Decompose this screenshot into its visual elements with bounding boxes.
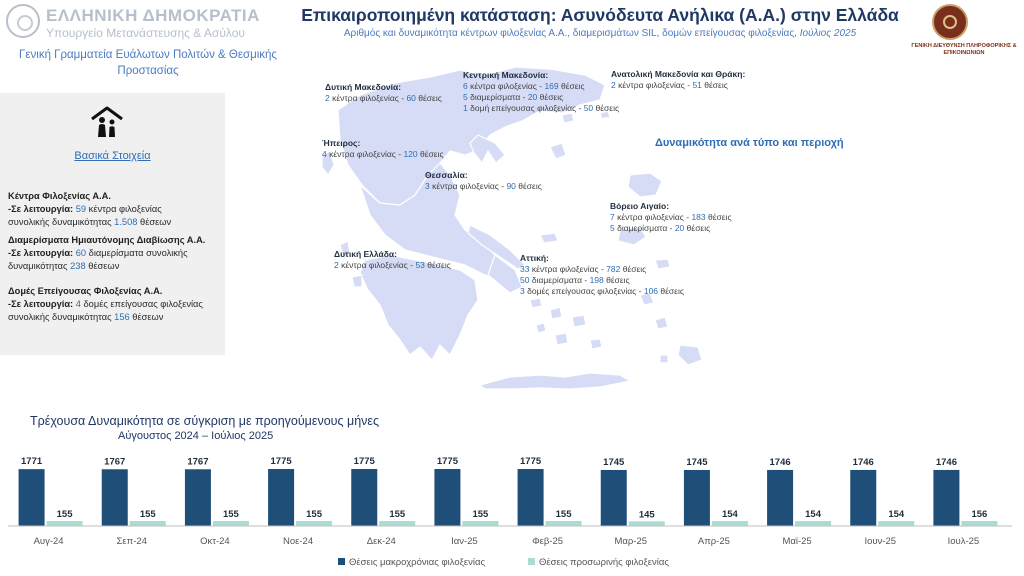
data-label-temporary: 154	[805, 509, 822, 521]
centers-unit: θέσεων	[140, 217, 172, 227]
region-name: Ανατολική Μακεδονία και Θράκη:	[611, 69, 746, 79]
section-centers	[8, 190, 223, 229]
apartments-count: 60	[75, 248, 87, 258]
bar-long-term	[601, 470, 627, 526]
secretariat-name: Γενική Γραμματεία Ευάλωτων Πολιτών & Θεσμικής Προστασίας	[19, 49, 277, 77]
region-line: 4 κέντρα φιλοξενίας - 120 θέσεις	[322, 149, 444, 159]
region-unit: θέσεις	[622, 264, 647, 274]
section-emergency-label: -Σε λειτουργία:	[8, 299, 74, 309]
data-label-temporary: 155	[56, 509, 73, 521]
data-label-long-term: 1746	[852, 456, 874, 468]
region-type: κέντρα φιλοξενίας	[341, 260, 408, 270]
region-capacity: 20	[527, 92, 538, 102]
data-label-temporary: 145	[638, 509, 655, 521]
page-subtitle	[290, 28, 910, 39]
bar-long-term	[19, 469, 45, 526]
bar-temporary	[795, 521, 831, 526]
subtitle-text: Αριθμός και δυναμικότητα κέντρων φιλοξενίας Α.Α., διαμερισμάτων SIL, δομών επείγουσας φιλοξενίας,	[343, 28, 797, 39]
region-type: κέντρα φιλοξενίας	[618, 80, 685, 90]
region-count: 50	[520, 275, 530, 285]
region-name: Θεσσαλία:	[425, 170, 468, 180]
data-label-temporary: 155	[555, 509, 572, 521]
bar-temporary	[47, 521, 83, 526]
x-tick-label: Φεβ-25	[532, 536, 564, 547]
data-label-temporary: 155	[306, 509, 323, 521]
data-label-long-term: 1775	[520, 456, 542, 468]
region-type: διαμερίσματα	[470, 92, 521, 102]
legend-label-long-term: Θέσεις μακροχρόνιας φιλοξενίας	[349, 557, 486, 568]
region-unit: θέσεις	[539, 92, 564, 102]
region-capacity: 90	[506, 181, 516, 191]
emergency-mid: δομές επείγουσας φιλοξενίας	[83, 299, 203, 309]
region-name: Ήπειρος:	[322, 138, 361, 148]
emergency-capacity: 156	[114, 312, 130, 322]
x-tick-label: Μαϊ-25	[782, 536, 812, 547]
region-capacity: 169	[544, 81, 559, 91]
region-capacity: 51	[692, 80, 702, 90]
region-name: Αττική:	[520, 253, 549, 263]
centers-count: 59	[75, 204, 87, 214]
region-capacity: 50	[583, 103, 594, 113]
page-title: Επικαιροποιημένη κατάσταση: Ασυνόδευτα Ανήλικα (Α.Α.) στην Ελλάδα	[301, 5, 899, 25]
region-count: 3	[425, 181, 430, 191]
region-line: 2 κέντρα φιλοξενίας - 53 θέσεις	[334, 260, 451, 270]
bar-temporary	[878, 521, 914, 526]
region-line: 6 κέντρα φιλοξενίας - 169 θέσεις	[463, 81, 585, 91]
chart-title: Τρέχουσα Δυναμικότητα σε σύγκριση με προηγούμενους μήνες	[30, 414, 379, 428]
region-line: 1 δομή επείγουσας φιλοξενίας - 50 θέσεις	[463, 103, 620, 113]
data-label-temporary: 154	[721, 509, 738, 521]
region-name: Δυτική Μακεδονία:	[325, 82, 402, 92]
bar-long-term	[268, 469, 294, 526]
apartments-unit: θέσεων	[88, 261, 120, 271]
region-count: 1	[463, 103, 468, 113]
region-unit: θέσεις	[595, 103, 620, 113]
basics-heading: Βασικά Στοιχεία	[74, 150, 151, 162]
apartments-mid: διαμερίσματα συνολικής	[88, 248, 188, 258]
region-count: 2	[334, 260, 339, 270]
region-count: 6	[463, 81, 468, 91]
section-centers-title: Κέντρα Φιλοξενίας Α.Α.	[8, 191, 111, 201]
region-label	[334, 249, 451, 271]
region-label	[611, 69, 745, 91]
region-unit: θέσεις	[420, 149, 444, 159]
x-tick-label: Απρ-25	[697, 536, 730, 547]
region-line: 2 κέντρα φιλοξενίας - 60 θέσεις	[325, 93, 442, 103]
bar-temporary	[379, 521, 415, 526]
region-count: 7	[610, 212, 615, 222]
emergency-count: 4	[75, 299, 81, 309]
x-tick-label: Ιουλ-25	[947, 536, 980, 547]
centers-pre: συνολικής δυναμικότητας	[8, 217, 112, 227]
bar-long-term	[102, 469, 128, 526]
apartments-pre: δυναμικότητας	[8, 261, 68, 271]
data-label-long-term: 1767	[104, 456, 126, 468]
region-label	[520, 253, 684, 297]
section-apartments-label: -Σε λειτουργία:	[8, 248, 74, 258]
bar-temporary	[462, 521, 498, 526]
section-apartments	[8, 234, 223, 273]
x-tick-label: Μαρ-25	[614, 536, 648, 547]
x-tick-label: Οκτ-24	[200, 536, 230, 547]
family-house-icon	[90, 105, 124, 139]
region-count: 33	[520, 264, 530, 274]
region-label	[425, 170, 542, 192]
region-unit: θέσεις	[518, 181, 542, 191]
region-line: 3 δομές επείγουσας φιλοξενίας - 106 θέσεις	[520, 286, 684, 296]
chart-subtitle: Αύγουστος 2024 – Ιούλιος 2025	[118, 430, 274, 442]
data-label-long-term: 1775	[270, 456, 292, 468]
region-count: 4	[322, 149, 327, 159]
region-line: 3 κέντρα φιλοξενίας - 90 θέσεις	[425, 181, 542, 191]
region-type: κέντρα φιλοξενίας	[432, 181, 499, 191]
bar-temporary	[961, 521, 997, 526]
data-label-temporary: 156	[971, 508, 988, 520]
region-line: 5 διαμερίσματα - 20 θέσεις	[463, 92, 564, 102]
data-label-temporary: 155	[222, 509, 239, 521]
region-unit: θέσεις	[606, 275, 630, 285]
region-type: διαμερίσματα	[531, 275, 582, 285]
bar-temporary	[296, 521, 332, 526]
region-unit: θέσεις	[660, 286, 684, 296]
data-label-long-term: 1745	[603, 456, 625, 468]
region-label	[322, 138, 444, 160]
region-unit: θέσεις	[686, 223, 711, 233]
emergency-unit: θέσεων	[132, 312, 164, 322]
section-emergency	[8, 285, 223, 324]
bar-long-term	[767, 470, 793, 526]
region-type: κέντρα φιλοξενίας	[617, 212, 684, 222]
region-name: Κεντρική Μακεδονία:	[463, 70, 549, 80]
region-type: κέντρα φιλοξενίας	[332, 93, 399, 103]
x-tick-label: Ιαν-25	[451, 536, 478, 547]
region-capacity: 20	[674, 223, 685, 233]
data-label-long-term: 1775	[436, 456, 458, 468]
region-capacity: 60	[406, 93, 416, 103]
region-type: δομή επείγουσας φιλοξενίας	[470, 103, 577, 113]
data-label-temporary: 155	[139, 509, 156, 521]
region-line: 2 κέντρα φιλοξενίας - 51 θέσεις	[611, 80, 728, 90]
region-unit: θέσεις	[427, 260, 451, 270]
bar-long-term	[850, 470, 876, 526]
data-label-long-term: 1767	[187, 456, 209, 468]
bar-long-term	[518, 469, 544, 526]
data-label-temporary: 154	[888, 509, 905, 521]
legend-swatch-long-term	[338, 558, 345, 565]
legend-swatch-temporary	[528, 558, 535, 565]
region-capacity: 183	[691, 212, 706, 222]
region-capacity: 120	[403, 149, 418, 159]
region-label	[325, 82, 442, 104]
region-count: 3	[520, 286, 525, 296]
apartments-capacity: 238	[70, 261, 86, 271]
bar-temporary	[130, 521, 166, 526]
region-name: Βόρειο Αιγαίο:	[610, 201, 670, 211]
x-tick-label: Ιουν-25	[864, 536, 897, 547]
bar-long-term	[185, 469, 211, 526]
region-type: κέντρα φιλοξενίας	[329, 149, 396, 159]
centers-mid: κέντρα φιλοξενίας	[88, 204, 162, 214]
data-label-long-term: 1746	[935, 456, 957, 468]
x-tick-label: Δεκ-24	[366, 536, 396, 547]
region-capacity: 782	[606, 264, 621, 274]
region-capacity: 53	[415, 260, 425, 270]
region-count: 2	[325, 93, 330, 103]
bar-long-term	[933, 470, 959, 526]
data-label-temporary: 155	[389, 509, 406, 521]
region-type: κέντρα φιλοξενίας	[470, 81, 537, 91]
data-label-temporary: 155	[472, 509, 489, 521]
directorate-logo-icon	[932, 4, 968, 40]
x-tick-label: Αυγ-24	[33, 536, 64, 547]
region-count: 5	[463, 92, 468, 102]
region-capacity: 106	[643, 286, 659, 296]
bar-long-term	[434, 469, 460, 526]
section-centers-label: -Σε λειτουργία:	[8, 204, 74, 214]
region-name: Δυτική Ελλάδα:	[334, 249, 397, 259]
region-type: κέντρα φιλοξενίας	[531, 264, 599, 274]
region-unit: θέσεις	[708, 212, 732, 222]
ministry-subtitle: Υπουργείο Μετανάστευσης & Ασύλου	[46, 26, 245, 40]
data-label-long-term: 1746	[769, 456, 791, 468]
bar-temporary	[213, 521, 249, 526]
bar-long-term	[684, 470, 710, 526]
region-label	[610, 201, 732, 234]
directorate-logo-text: ΓΕΝΙΚΗ ΔΙΕΥΘΥΝΣΗ ΠΛΗΡΟΦΟΡΙΚΗΣ & ΕΠΙΚΟΙΝΩΝΙΩΝ	[911, 43, 1017, 56]
region-line: 33 κέντρα φιλοξενίας - 782 θέσεις	[520, 264, 647, 274]
region-label	[463, 70, 619, 114]
map-heading: Δυναμικότητα ανά τύπο και περιοχή	[655, 137, 844, 149]
section-apartments-title: Διαμερίσματα Ημιαυτόνομης Διαβίωσης Α.Α.	[8, 235, 206, 245]
emergency-pre: συνολικής δυναμικότητας	[8, 312, 112, 322]
bar-long-term	[351, 469, 377, 526]
region-line: 7 κέντρα φιλοξενίας - 183 θέσεις	[610, 212, 732, 222]
centers-capacity: 1.508	[114, 217, 138, 227]
region-line: 5 διαμερίσματα - 20 θέσεις	[610, 223, 711, 233]
region-type: δομές επείγουσας φιλοξενίας	[527, 286, 637, 296]
bar-temporary	[629, 521, 665, 526]
section-emergency-title: Δομές Επείγουσας Φιλοξενίας Α.Α.	[8, 286, 163, 296]
subtitle-date: Ιούλιος 2025	[799, 28, 857, 39]
region-unit: θέσεις	[561, 81, 585, 91]
region-unit: θέσεις	[418, 93, 442, 103]
ministry-title: ΕΛΛΗΝΙΚΗ ΔΗΜΟΚΡΑΤΙΑ	[46, 6, 260, 25]
data-label-long-term: 1775	[353, 456, 375, 468]
region-count: 2	[611, 80, 616, 90]
bar-temporary	[546, 521, 582, 526]
region-capacity: 198	[589, 275, 604, 285]
region-line: 50 διαμερίσματα - 198 θέσεις	[520, 275, 630, 285]
data-label-long-term: 1771	[21, 456, 43, 468]
legend-label-temporary: Θέσεις προσωρινής φιλοξενίας	[539, 557, 669, 568]
region-type: διαμερίσματα	[617, 223, 668, 233]
region-count: 5	[610, 223, 615, 233]
x-tick-label: Νοε-24	[283, 536, 314, 547]
capacity-bar-chart	[0, 440, 1024, 576]
greek-emblem-icon	[6, 4, 40, 38]
data-label-long-term: 1745	[686, 456, 708, 468]
region-unit: θέσεις	[704, 80, 728, 90]
x-tick-label: Σεπ-24	[116, 536, 147, 547]
bar-temporary	[712, 521, 748, 526]
